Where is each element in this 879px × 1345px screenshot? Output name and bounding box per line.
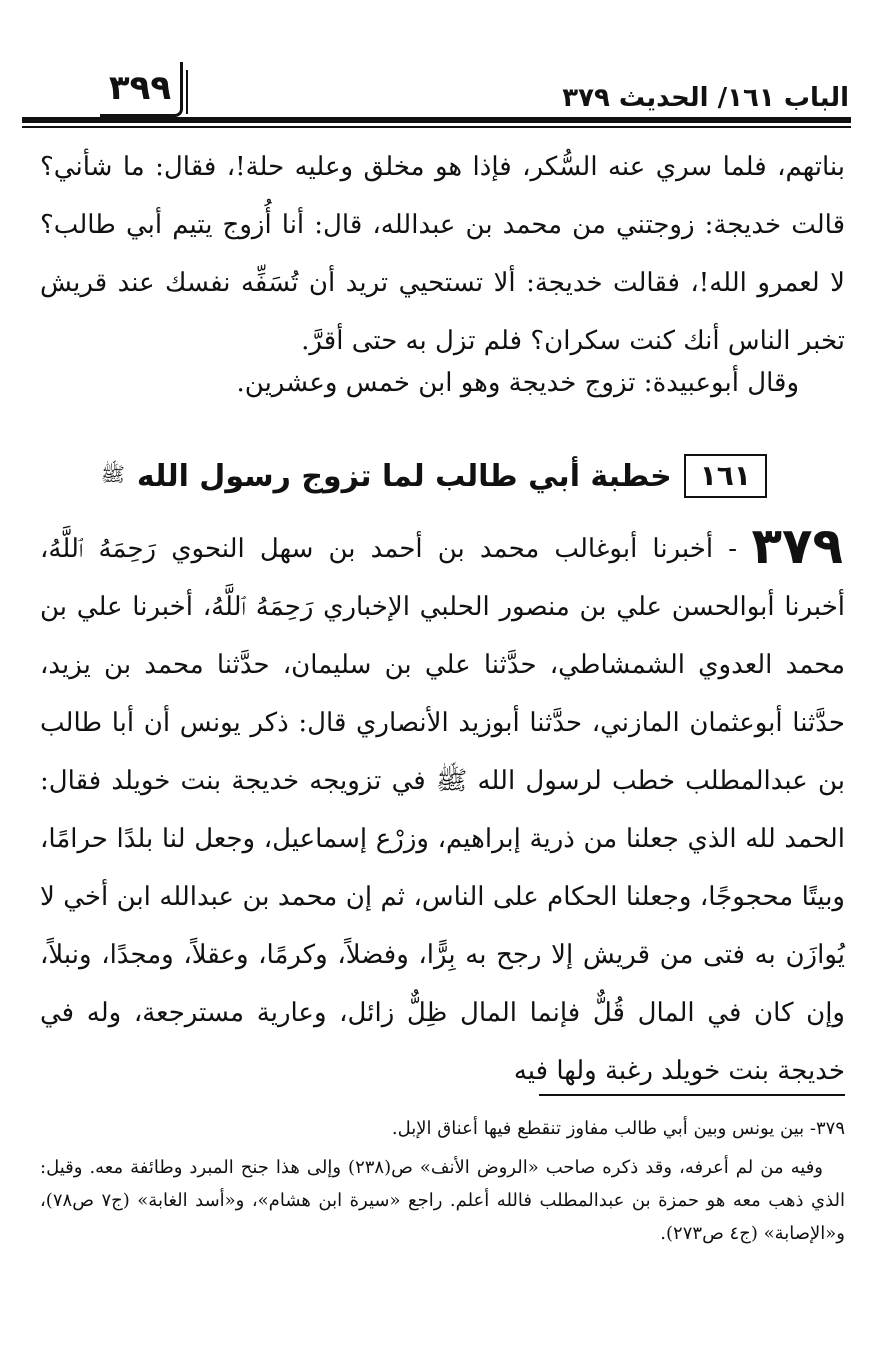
page-number: ٣٩٩ <box>100 62 183 117</box>
abu-ubayda-line: وقال أبوعبيدة: تزوج خديجة وهو ابن خمس وعشرين. <box>236 368 799 398</box>
footnotes <box>40 1112 845 1256</box>
header-rule <box>22 117 851 123</box>
section-title: خطبة أبي طالب لما تزوج رسول الله <box>136 458 672 494</box>
intro-paragraph: بناتهم، فلما سري عنه السُّكر، فإذا هو مخلق وعليه حلة!، فقال: ما شأني؟ قالت خديجة: زوجتني من محمد بن عبدالله، قال: أنا أُزوج يتيم أبي طالب؟ لا لعمرو الله!، فقالت خديجة: ألا تستحيي تريد أن تُسَفِّه نفسك عند قريش تخبر الناس أنك كنت سكران؟ فلم تزل به حتى أقرَّ. <box>40 152 845 356</box>
hadith-number: ٣٧٩ <box>751 517 843 575</box>
footnote-separator <box>539 1094 845 1096</box>
header-rule-thin <box>22 126 851 128</box>
section-heading <box>101 448 767 504</box>
running-header-title: الباب ١٦١/ الحديث ٣٧٩ <box>562 83 849 113</box>
salawat-mark: ﷺ <box>100 461 125 486</box>
hadith-text: - أخبرنا أبوغالب محمد بن أحمد بن سهل النحوي رَحِمَهُ ٱللَّهُ، أخبرنا أبوالحسن علي بن منصور الحلبي الإخباري رَحِمَهُ ٱللَّهُ، أخبرنا علي بن محمد العدوي الشمشاطي، حدَّثنا علي بن سليمان، حدَّثنا محمد بن يزيد، حدَّثنا أبوعثمان المازني، حدَّثنا أبوزيد الأنصاري قال: ذكر يونس أن أبا طالب بن عبدالمطلب خطب لرسول الله ﷺ في تزويجه خديجة بنت خويلد فقال: الحمد لله الذي جعلنا من ذرية إبراهيم، وزرْع إسماعيل، وجعل لنا بلدًا حرامًا، وبيتًا محجوجًا، وجعلنا الحكام على الناس، ثم إن محمد بن عبدالله ابن أخي لا يُوازَن به فتى من قريش إلا رجح به بِرًّا، وفضلاً، وكرمًا، وعقلاً، ومجدًا، ونبلاً، وإن كان في المال قُلٌّ فإنما المال ظِلٌّ زائل، وعارية مسترجعة، وله في خديجة بنت خويلد رغبة ولها فيه <box>40 534 845 1086</box>
section-number: ١٦١ <box>684 454 767 498</box>
footnote-2: وفيه من لم أعرفه، وقد ذكره صاحب «الروض الأنف» ص(٢٣٨) وإلى هذا جنح المبرد وطائفة معه. وقيل: الذي ذهب معه هو حمزة بن عبدالمطلب فالله أعلم. راجع «سيرة ابن هشام»، و«أسد الغابة» (ج٧ ص٧٨)، و«الإصابة» (ج٤ ص٢٧٣). <box>40 1157 846 1244</box>
footnote-1: ٣٧٩- بين يونس وبين أبي طالب مفاوز تنقطع فيها أعناق الإبل. <box>391 1118 845 1139</box>
